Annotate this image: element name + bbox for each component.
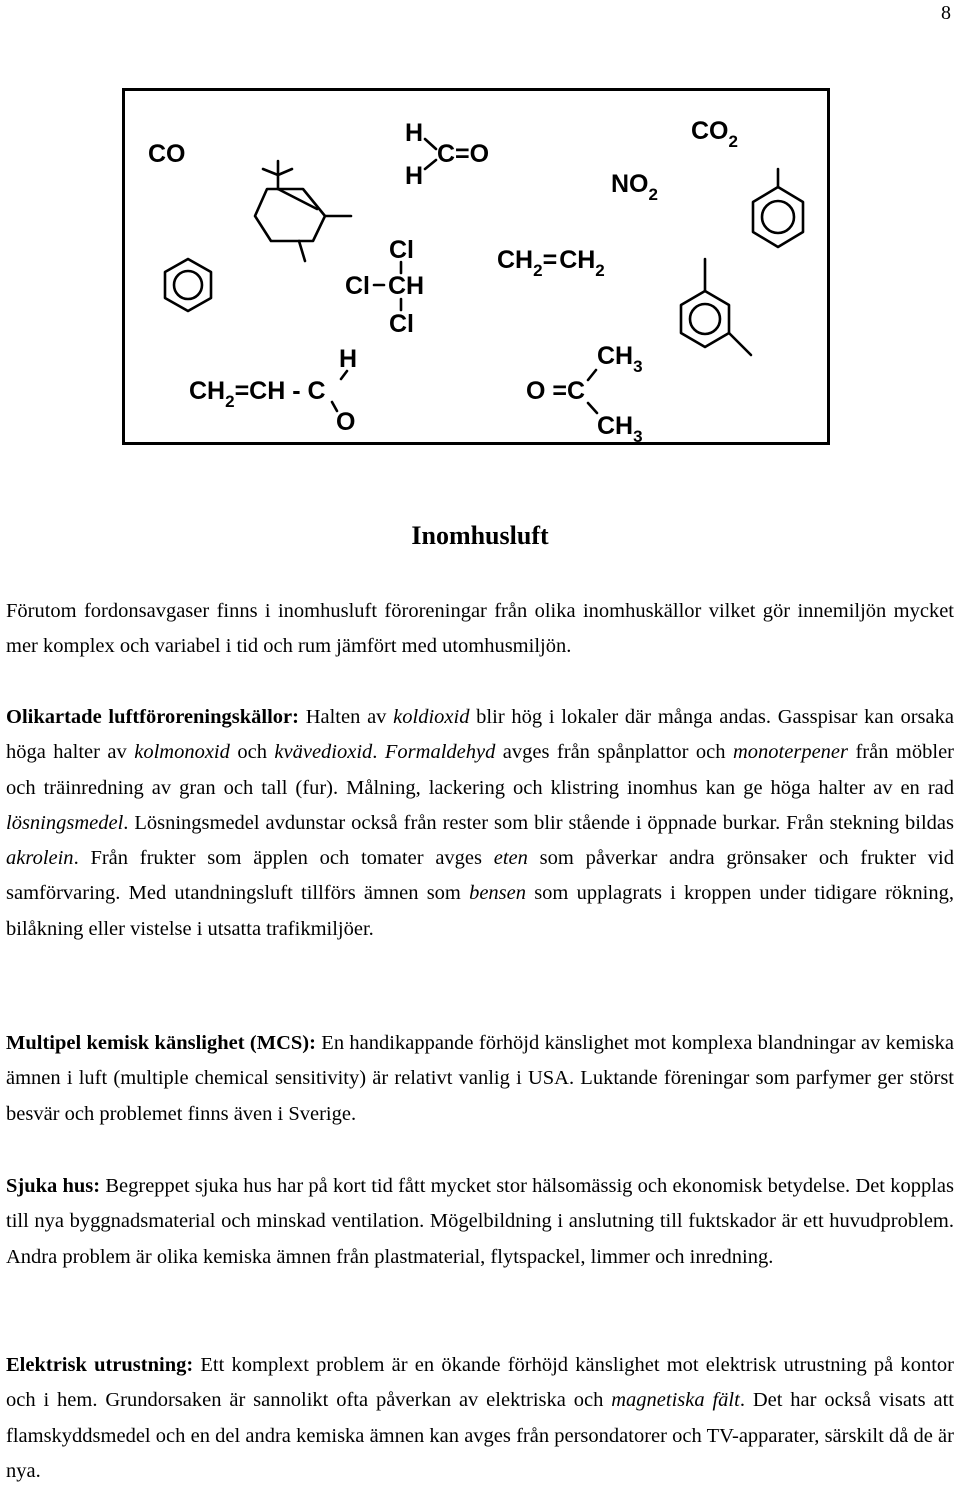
xylene-structure: [681, 259, 751, 355]
no2-formula: $NO_2$: [611, 170, 658, 204]
acetone-ch3-top: $CH_3$: [597, 342, 643, 376]
terpene-methyl-a: [263, 169, 278, 175]
page-number: 8: [941, 2, 951, 24]
sick-building-paragraph: Sjuka hus: Begreppet sjuka hus har på kort tid fått mycket stor hälsomässig och ekonomisk betydelse. Det kopplas till nya byggnadsmaterial och minskad ventilation. Mögelbildning i anslutning till fuktskador är ett huvudproblem. Andra problem är olika kemiska ämnen från plastmaterial, flytspackel, limmer och inredning.: [6, 1175, 954, 1268]
chemical-structures-figure: [122, 88, 830, 445]
chloroform-ch: CH: [388, 272, 425, 300]
mcs-heading: Multipel kemisk känslighet (MCS):: [6, 1032, 316, 1054]
toluene-ring: [753, 187, 803, 247]
terpene-tail: [299, 241, 305, 261]
acrolein-structure: [189, 345, 357, 436]
toluene-structure: [753, 169, 803, 247]
intro-paragraph: Förutom fordonsavgaser finns i inomhusluft föroreningar från olika inomhuskällor vilket gör innemiljön mycket mer komplex och variabel i tid och rum jämfört med utomhusmiljön.: [6, 600, 954, 658]
toluene-circle: [762, 201, 794, 233]
formaldehyde-h-bottom: H: [405, 162, 424, 190]
formaldehyde-bond-top: [425, 139, 436, 149]
xylene-methyl-side: [729, 333, 751, 355]
acetone-ch3-bottom: $CH_3$: [597, 412, 643, 442]
co-formula: CO: [148, 140, 186, 168]
formaldehyde-co: C=O: [437, 140, 490, 168]
acetone-oc: O =C: [526, 377, 586, 405]
acrolein-formula: $CH_2=CH - C$: [189, 377, 326, 411]
chloroform-cl-bottom: Cl: [389, 310, 414, 338]
xylene-circle: [690, 304, 720, 334]
section-title: Inomhusluft: [411, 521, 549, 550]
electrical-equipment-heading: Elektrisk utrustning:: [6, 1354, 194, 1376]
formaldehyde-structure: [405, 119, 489, 190]
mcs-paragraph: Multipel kemisk känslighet (MCS): En handikappande förhöjd känslighet mot komplexa blandningar av kemiska ämnen i luft (multiple chemical sensitivity) är relativt vanlig i USA. Luktande föreningar som parfymer ger störst besvär och problemet finns även i Sverige.: [6, 1032, 954, 1125]
chemical-structures-svg: [125, 91, 827, 442]
monoterpene-structure: [255, 161, 351, 261]
chloroform-cl-top: Cl: [389, 236, 414, 264]
sick-building-heading: Sjuka hus:: [6, 1175, 101, 1197]
co2-formula: $CO_2$: [691, 117, 738, 151]
acetone-bond-top: [588, 370, 596, 380]
chloroform-cl-left: Cl: [345, 272, 370, 300]
acrolein-h: H: [339, 345, 358, 373]
terpene-ring: [255, 189, 325, 241]
pollution-sources-heading: Olikartade luftföroreningskällor:: [6, 706, 299, 728]
terpene-methyl-b: [278, 169, 292, 175]
acetone-structure: [526, 342, 643, 442]
ethene-formula: $CH_2=CH_2$: [497, 246, 605, 280]
chloroform-structure: [345, 236, 424, 338]
formaldehyde-bond-bottom: [425, 160, 436, 169]
acetone-bond-bottom: [588, 403, 597, 413]
benzene-ring: [165, 259, 211, 311]
xylene-ring: [681, 291, 729, 347]
pollution-sources-paragraph: Olikartade luftföroreningskällor: Halten av koldioxid blir hög i lokaler där många andas. Gasspisar kan orsaka höga halter av kolmonoxid och kvävedioxid. Formaldehyd avges från spånplattor och monoterpener från möbler och träinredning av gran och tall (fur). Målning, lackering och klistring inomhus kan ge höga halter av en rad lösningsmedel. Lösningsmedel avdunstar också från rester som blir stående i öppnade burkar. Från stekning bildas akrolein. Från frukter som äpplen och tomater avges eten som påverkar andra grönsaker och frukter vid samförvaring. Med utandningsluft tillförs ämnen som bensen som upplagrats i kroppen under tidigare rökning, bilåkning eller vistelse i utsatta trafikmiljöer.: [6, 706, 954, 940]
formaldehyde-h-top: H: [405, 119, 424, 147]
benzene-structure: [165, 259, 211, 311]
electrical-equipment-paragraph: Elektrisk utrustning: Ett komplext problem är en ökande förhöjd känslighet mot elektrisk utrustning på kontor och i hem. Grundorsaken är sannolikt ofta påverkan av elektriska och magnetiska fält. Det har också visats att flamskyddsmedel och en del andra kemiska ämnen kan avges från persondatorer och TV-apparater, särskilt då de är nya.: [6, 1354, 954, 1482]
acrolein-o: O: [336, 408, 356, 436]
benzene-circle: [174, 271, 202, 299]
